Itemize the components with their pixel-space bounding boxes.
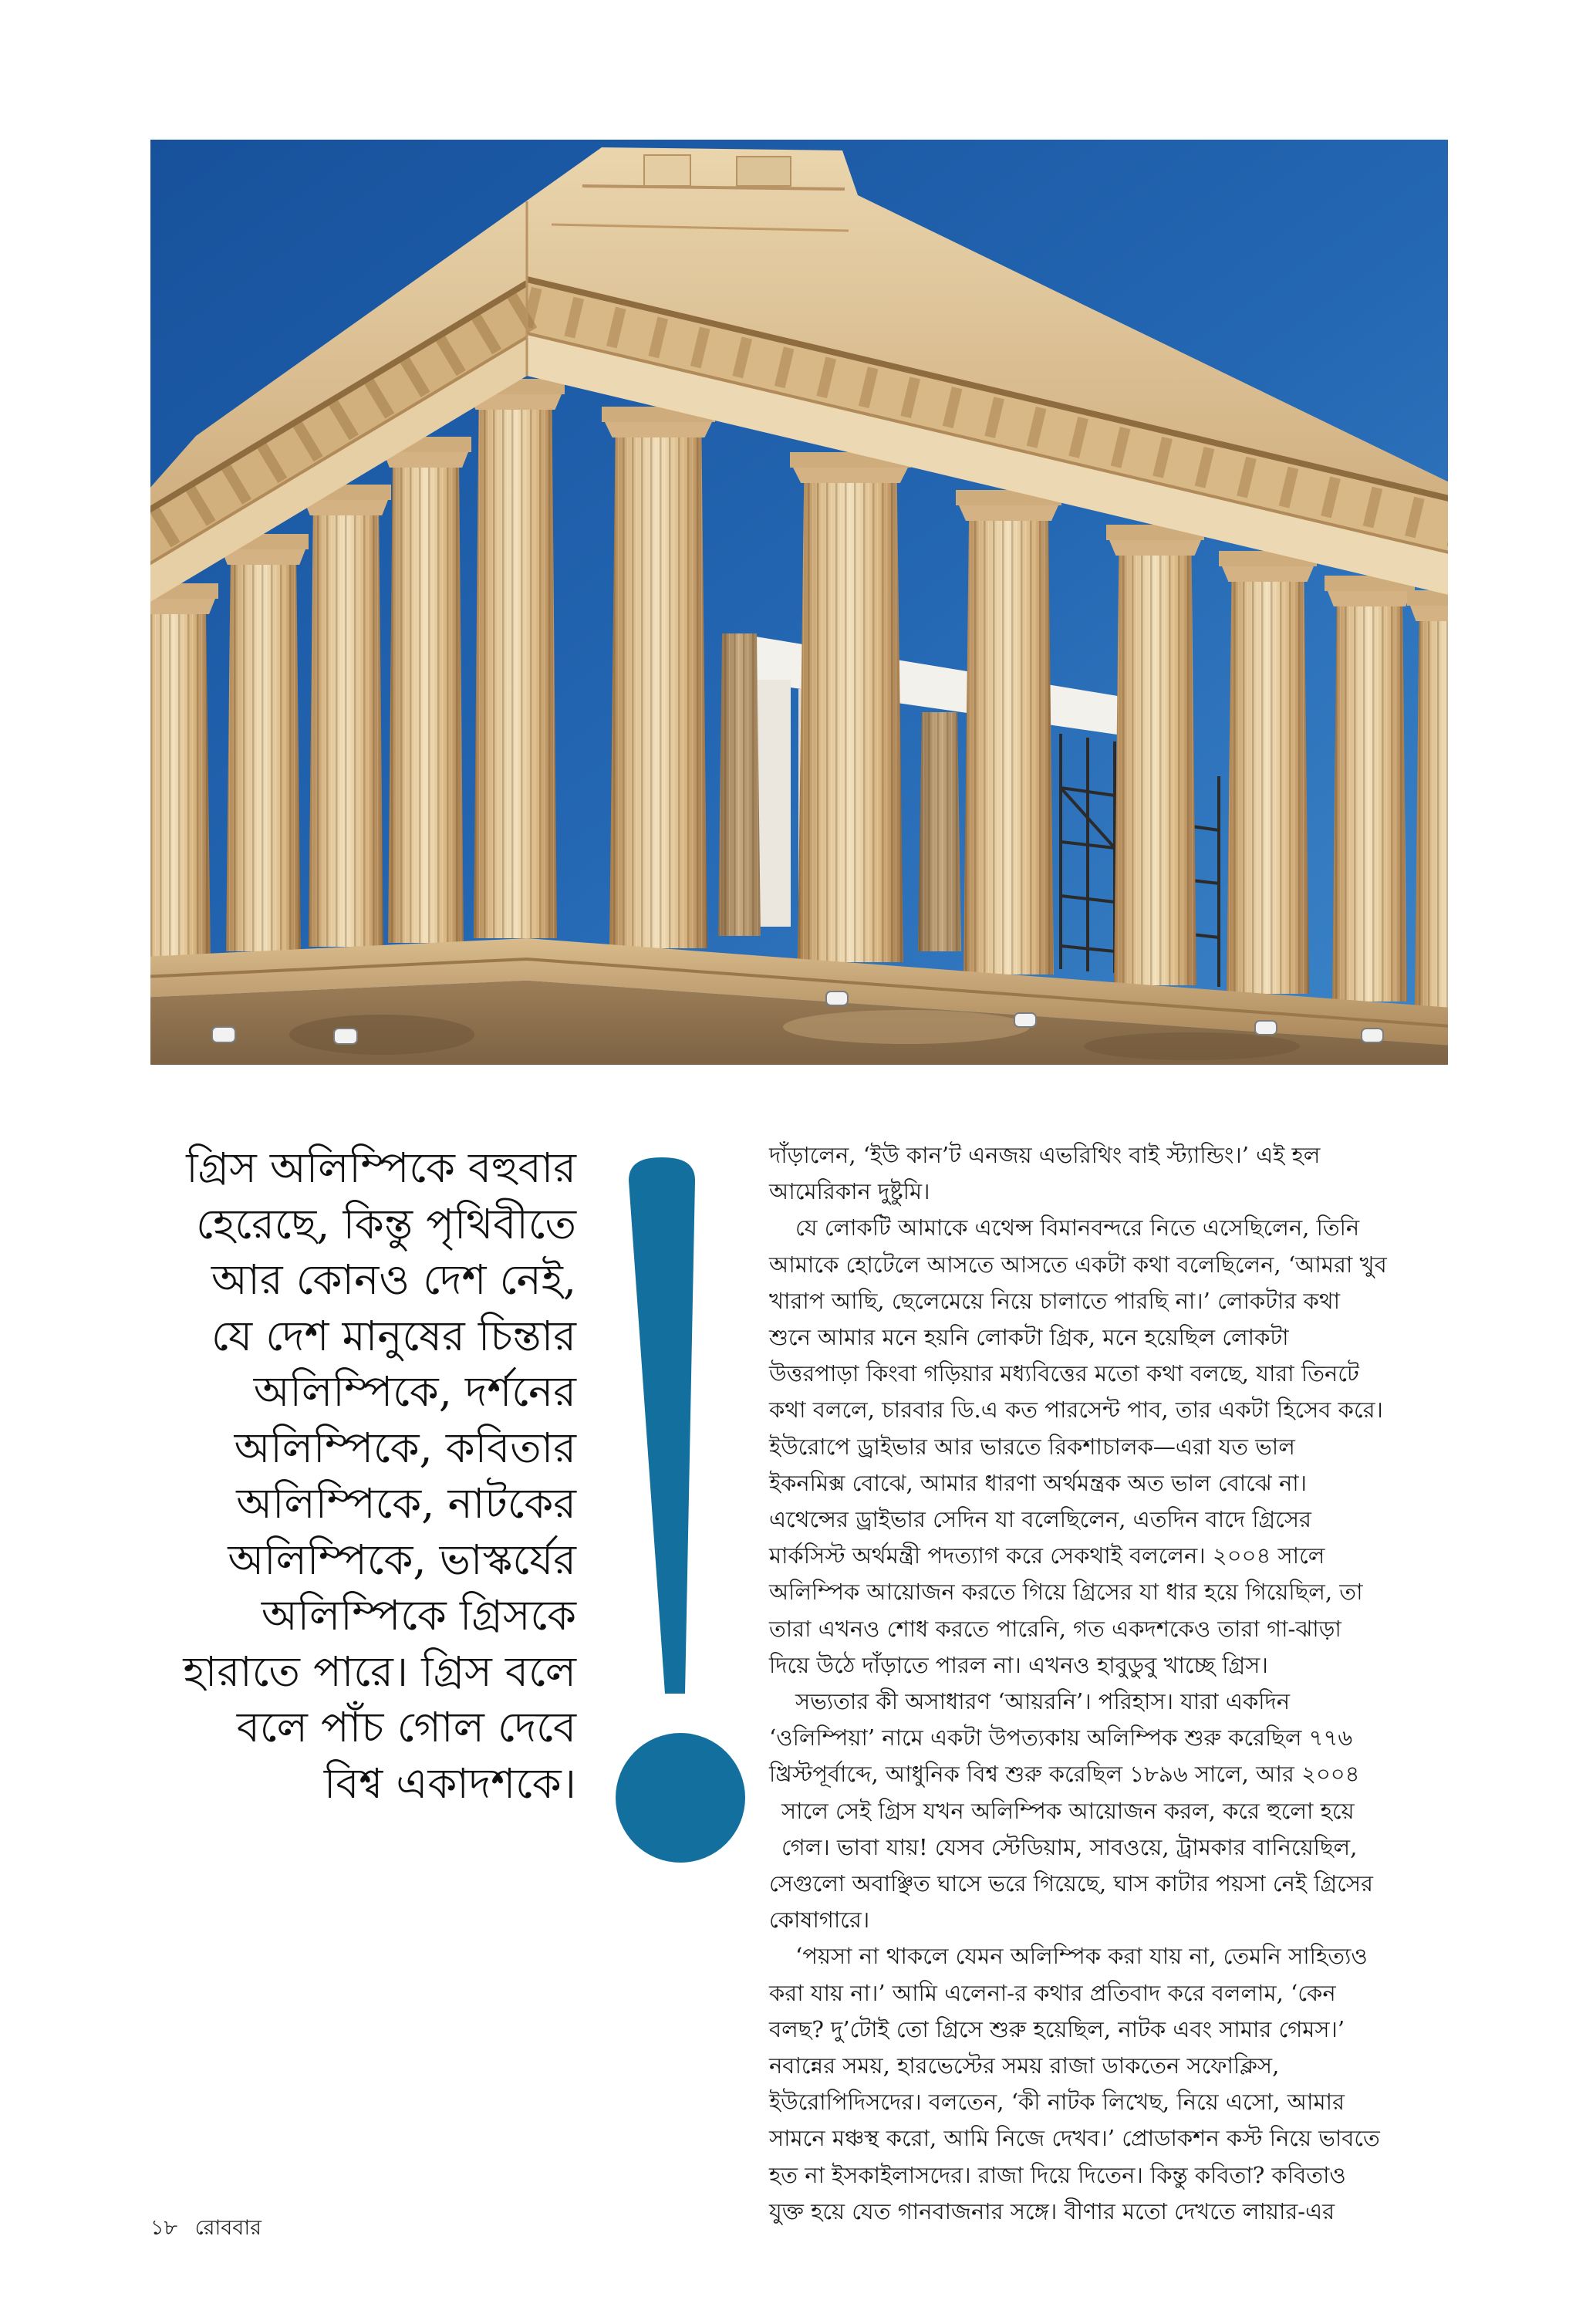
article-body — [769, 1137, 1448, 2230]
pull-quote-line: হারাতে পারে। গ্রিস বলে — [183, 1647, 576, 1696]
body-line: বলছ? দু’টোই তো গ্রিসে শুরু হয়েছিল, নাটক এবং সামার গেমস।’ — [769, 2015, 1345, 2042]
body-line: হত না ইসকাইলাসদের। রাজা দিয়ে দিতেন। কিন্তু কবিতা? কবিতাও — [769, 2161, 1346, 2188]
body-line: করা যায় না।’ আমি এলেনা-র কথার প্রতিবাদ করে বললাম, ‘কেন — [769, 1979, 1336, 2006]
body-line: কোষাগারে। — [769, 1907, 870, 1934]
pull-quote-line: অলিম্পিকে গ্রিসকে — [261, 1591, 576, 1640]
body-line: এথেন্সের ড্রাইভার সেদিন যা বলেছিলেন, এতদিন বাদে গ্রিসের — [769, 1506, 1311, 1533]
pull-quote-line: অলিম্পিকে, কবিতার — [234, 1423, 576, 1472]
pull-quote-line: গ্রিস অলিম্পিকে বহুবার — [186, 1143, 576, 1192]
body-line: যুক্ত হয়ে যেত গানবাজনার সঙ্গে। বীণার মতো দেখতে লায়ার-এর — [769, 2197, 1335, 2224]
body-line: দিয়ে উঠে দাঁড়াতে পারল না। এখনও হাবুডুবু খাচ্ছে গ্রিস। — [769, 1651, 1268, 1678]
exclamation-bar — [629, 1157, 695, 1694]
page-number: ১৮ — [150, 2216, 178, 2240]
pull-quote-line: অলিম্পিকে, নাটকের — [236, 1479, 576, 1528]
page-footer — [150, 2214, 262, 2242]
body-line: কথা বললে, চারবার ডি.এ কত পারসেন্ট পাব, তার একটা হিসেব করে। — [769, 1397, 1383, 1424]
body-line: ইকনমিক্স বোঝে, আমার ধারণা অর্থমন্ত্রক অত ভাল বোঝে না। — [769, 1469, 1308, 1496]
pull-quote-line: অলিম্পিকে, ভাস্কর্যের — [228, 1535, 576, 1584]
pull-quote-line: বিশ্ব একাদশকে। — [323, 1758, 576, 1808]
body-line: আমেরিকান দুষ্টুমি। — [769, 1178, 930, 1205]
pull-quote-line: অলিম্পিকে, দর্শনের — [253, 1367, 576, 1416]
body-line: খ্রিস্টপূর্বাব্দে, আধুনিক বিশ্ব শুরু করেছিল ১৮৯৬ সালে, আর ২০০৪ — [769, 1761, 1360, 1788]
parthenon-photo — [150, 140, 1448, 1065]
body-line: শুনে আমার মনে হয়নি লোকটা গ্রিক, মনে হয়েছিল লোকটা — [769, 1324, 1289, 1351]
pull-quote-line: হেরেছে, কিন্তু পৃথিবীতে — [196, 1199, 576, 1248]
body-line: ইউরোপে ড্রাইভার আর ভারতে রিকশাচালক—এরা যত ভাল — [769, 1433, 1295, 1460]
body-line: দাঁড়ালেন, ‘ইউ কান’ট এনজয় এভরিথিং বাই স্ট্যান্ডিং।’ এই হল — [769, 1142, 1321, 1168]
exclamation-dot — [616, 1733, 745, 1863]
body-line: সালে সেই গ্রিস যখন অলিম্পিক আয়োজন করল, করে হুলো হয়ে — [781, 1797, 1355, 1824]
body-line: সভ্যতার কী অসাধারণ ‘আয়রনি’। পরিহাস। যারা একদিন — [795, 1688, 1291, 1715]
body-line: মার্কসিস্ট অর্থমন্ত্রী পদত্যাগ করে সেকথাই বললেন। ২০০৪ সালে — [769, 1542, 1325, 1569]
body-line: আমাকে হোটেলে আসতে আসতে একটা কথা বলেছিলেন, ‘আমরা খুব — [769, 1251, 1387, 1278]
pull-quote-line: বলে পাঁচ গোল দেবে — [236, 1703, 576, 1751]
body-line: সামনে মঞ্চস্থ করো, আমি নিজে দেখব।’ প্রোডাকশন কস্ট নিয়ে ভাবতে — [769, 2125, 1380, 2152]
body-line: ‘পয়সা না থাকলে যেমন অলিম্পিক করা যায় না, তেমনি সাহিত্যও — [795, 1943, 1368, 1970]
body-line: খারাপ আছি, ছেলেমেয়ে নিয়ে চালাতে পারছি না।’ লোকটার কথা — [769, 1287, 1341, 1314]
body-line: উত্তরপাড়া কিংবা গড়িয়ার মধ্যবিত্তের মতো কথা বলছে, যারা তিনটে — [769, 1360, 1359, 1387]
exclamation-mark-icon — [609, 1150, 764, 1875]
pull-quote-line: যে দেশ মানুষের চিন্তার — [211, 1311, 576, 1360]
body-line: সেগুলো অবাঞ্ছিত ঘাসে ভরে গিয়েছে, ঘাস কাটার পয়সা নেই গ্রিসের — [769, 1870, 1373, 1897]
magazine-name: রোববার — [194, 2216, 262, 2240]
pull-quote-line: আর কোনও দেশ নেই, — [211, 1255, 576, 1304]
body-line: ‘ওলিম্পিয়া’ নামে একটা উপত্যকায় অলিম্পিক শুরু করেছিল ৭৭৬ — [769, 1724, 1353, 1751]
body-line: নবান্নের সময়, হারভেস্টের সময় রাজা ডাকতেন সফোক্লিস, — [769, 2052, 1280, 2079]
body-line: অলিম্পিক আয়োজন করতে গিয়ে গ্রিসের যা ধার হয়ে গিয়েছিল, তা — [769, 1579, 1363, 1606]
body-line: গেল। ভাবা যায়! যেসব স্টেডিয়াম, সাবওয়ে, ট্রামকার বানিয়েছিল, — [781, 1833, 1358, 1860]
pull-quote — [85, 1140, 576, 1812]
body-line: ইউরোপিদিসদের। বলতেন, ‘কী নাটক লিখেছ, নিয়ে এসো, আমার — [769, 2089, 1345, 2116]
body-line: যে লোকটি আমাকে এথেন্স বিমানবন্দরে নিতে এসেছিলেন, তিনি — [795, 1214, 1360, 1241]
body-line: তারা এখনও শোধ করতে পারেনি, গত একদশকেও তারা গা-ঝাড়া — [769, 1615, 1341, 1642]
